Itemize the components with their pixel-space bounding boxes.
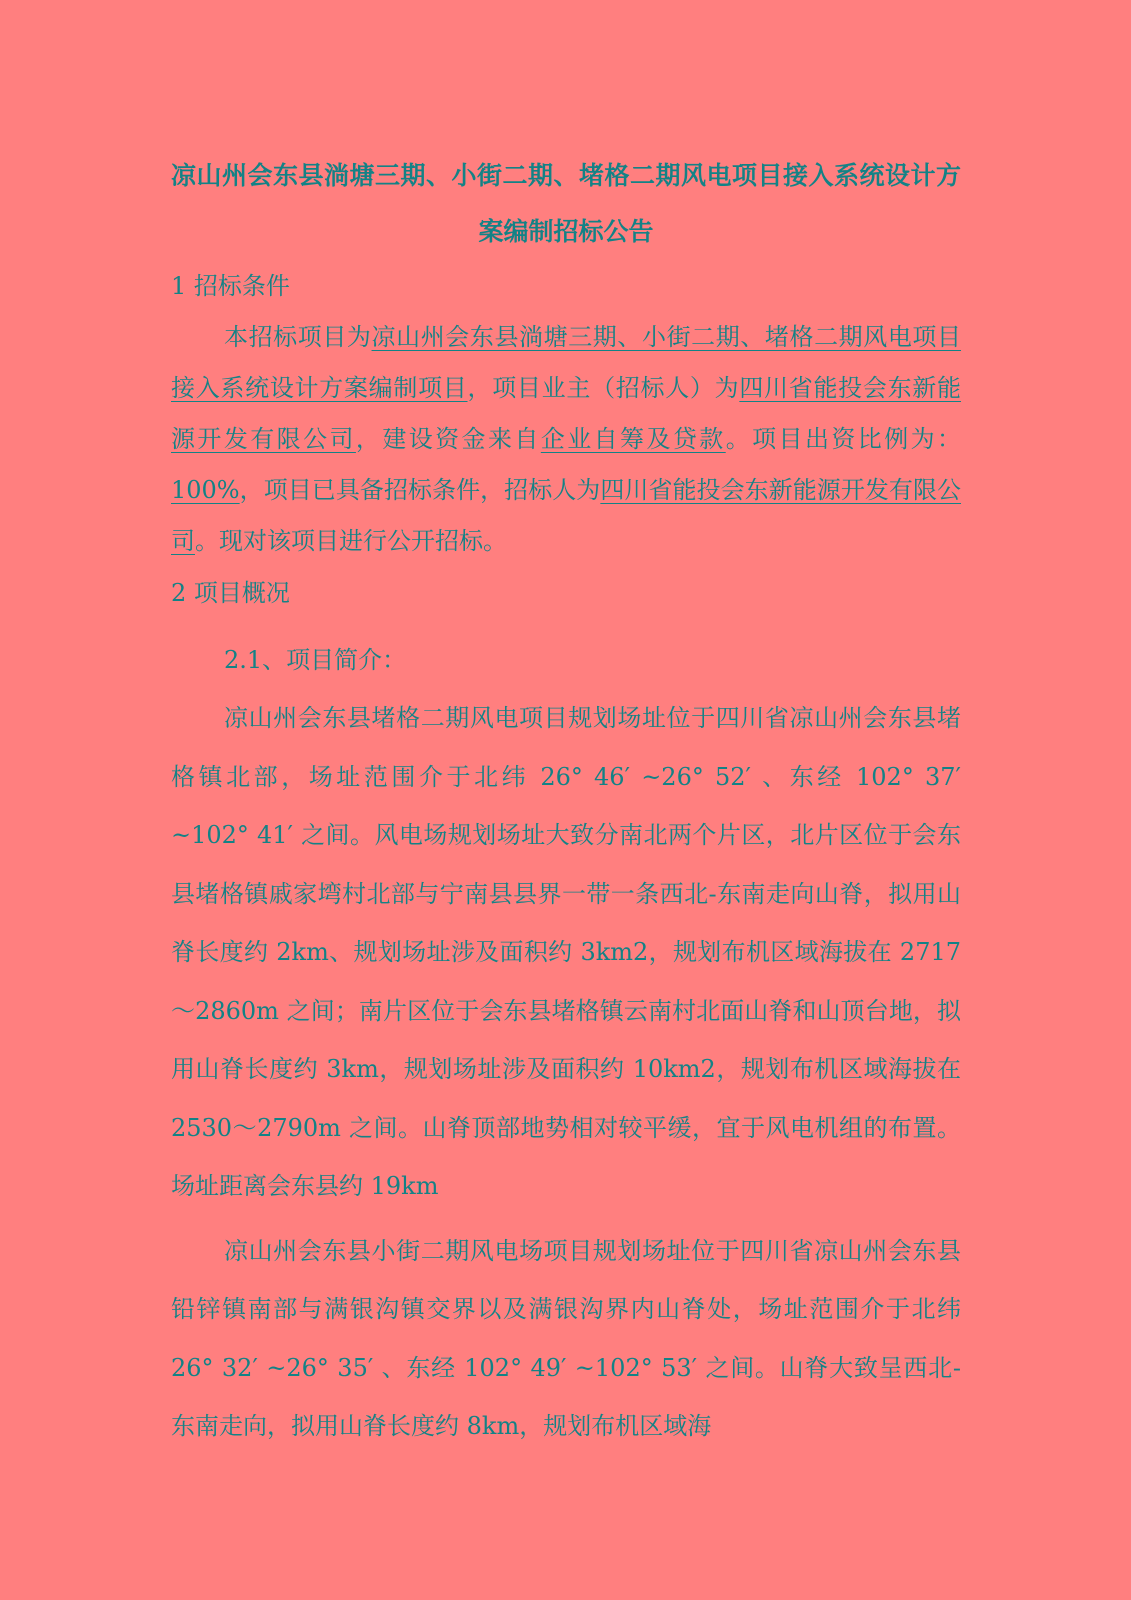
project-intro-paragraph-duge: 凉山州会东县堵格二期风电项目规划场址位于四川省凉山州会东县堵格镇北部，场址范围介于北纬 26° 46′ ~26° 52′ 、东经 102° 37′ ~102° 41′ 之间。风电场规划场址大致分南北两个片区，北片区位于会东县堵格镇戚家塆村北部与宁南县县界一带一条西北-东南走向山脊，拟用山脊长度约 2km、规划场址涉及面积约 3km2，规划布机区域海拔在 2717～2860m 之间；南片区位于会东县堵格镇云南村北面山脊和山顶台地，拟用山脊长度约 3km，规划场址涉及面积约 10km2，规划布机区域海拔在 2530～2790m 之间。山脊顶部地势相对较平缓，宜于风电机组的布置。场址距离会东县约 19km: [171, 704, 961, 1200]
section-heading-tender-conditions: 1 招标条件: [171, 272, 290, 300]
investment-ratio: 100%: [171, 476, 240, 504]
text-run: ，项目业主（招标人）为: [467, 374, 740, 402]
text-run: 。项目出资比例为：: [725, 425, 962, 453]
funding-source: 企业自筹及贷款: [540, 425, 726, 453]
project-name: 凉山州会东县淌塘三期、小街二期、堵格二期风电项目接入系统设计方案编制项目: [171, 323, 962, 402]
document-title: 凉山州会东县淌塘三期、小街二期、堵格二期风电项目接入系统设计方案编制招标公告: [171, 161, 961, 246]
text-run: ，建设资金来自: [355, 425, 541, 453]
tender-conditions-paragraph: [171, 312, 961, 567]
text-run: 本招标项目为: [224, 323, 372, 351]
text-run: ，项目已具备招标条件，招标人为: [239, 476, 601, 504]
tenderer-name: 四川省能投会东新能源开发有限公司: [171, 476, 962, 555]
section-heading-project-overview: 2 项目概况: [171, 579, 290, 607]
text-run: 。现对该项目进行公开招标。: [195, 527, 507, 555]
project-owner: 四川省能投会东新能源开发有限公司: [171, 374, 962, 453]
subsection-heading-project-intro: 2.1、项目简介：: [224, 646, 407, 674]
project-intro-paragraph-xiaojie: 凉山州会东县小街二期风电场项目规划场址位于四川省凉山州会东县铅锌镇南部与满银沟镇交界以及满银沟界内山脊处，场址范围介于北纬 26° 32′ ~26° 35′ 、东经 102° 49′ ~102° 53′ 之间。山脊大致呈西北-东南走向，拟用山脊长度约 8km，规划布机区域海: [171, 1236, 961, 1440]
document-page: [171, 140, 961, 1456]
